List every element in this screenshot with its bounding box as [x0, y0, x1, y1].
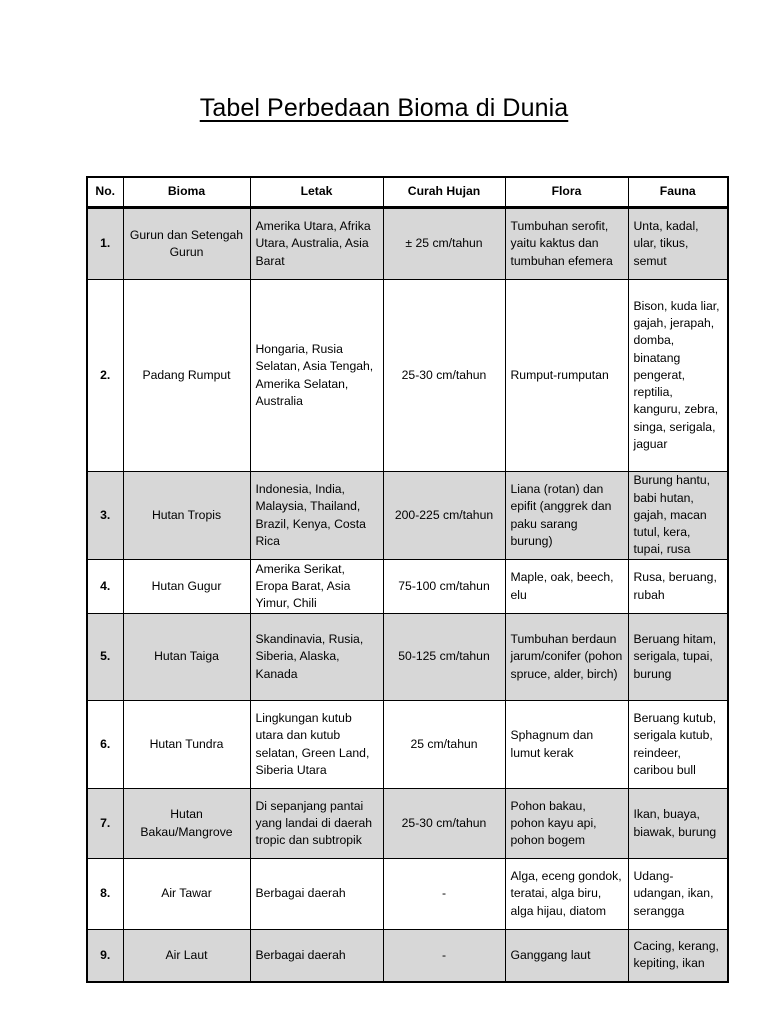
cell-letak: Amerika Utara, Afrika Utara, Australia, Asia Barat — [250, 208, 383, 280]
table-row — [87, 472, 728, 560]
cell-letak: Amerika Serikat, Eropa Barat, Asia Yimur, Chili — [250, 560, 383, 614]
table-row — [87, 614, 728, 701]
cell-flora: Liana (rotan) dan epifit (anggrek dan paku sarang burung) — [505, 472, 628, 560]
table-row — [87, 208, 728, 280]
cell-bioma: Hutan Gugur — [123, 560, 250, 614]
header-fauna: Fauna — [628, 177, 728, 208]
table-row — [87, 701, 728, 789]
cell-fauna: Unta, kadal, ular, tikus, semut — [628, 208, 728, 280]
table-row — [87, 930, 728, 982]
biome-table — [86, 176, 729, 983]
cell-curah-hujan: 75-100 cm/tahun — [383, 560, 505, 614]
cell-fauna: Ikan, buaya, biawak, burung — [628, 789, 728, 859]
cell-fauna: Rusa, beruang, rubah — [628, 560, 728, 614]
header-letak: Letak — [250, 177, 383, 208]
cell-bioma: Hutan Taiga — [123, 614, 250, 701]
cell-fauna: Beruang kutub, serigala kutub, reindeer, caribou bull — [628, 701, 728, 789]
cell-no: 2. — [87, 280, 123, 472]
cell-bioma: Padang Rumput — [123, 280, 250, 472]
cell-no: 4. — [87, 560, 123, 614]
cell-flora: Sphagnum dan lumut kerak — [505, 701, 628, 789]
cell-flora: Rumput-rumputan — [505, 280, 628, 472]
cell-flora: Tumbuhan berdaun jarum/conifer (pohon spruce, alder, birch) — [505, 614, 628, 701]
table-row — [87, 789, 728, 859]
cell-bioma: Hutan Bakau/Mangrove — [123, 789, 250, 859]
cell-letak: Berbagai daerah — [250, 930, 383, 982]
cell-bioma: Hutan Tropis — [123, 472, 250, 560]
header-bioma: Bioma — [123, 177, 250, 208]
header-curah-hujan: Curah Hujan — [383, 177, 505, 208]
cell-curah-hujan: 25-30 cm/tahun — [383, 280, 505, 472]
cell-fauna: Burung hantu, babi hutan, gajah, macan tutul, kera, tupai, rusa — [628, 472, 728, 560]
cell-flora: Tumbuhan serofit, yaitu kaktus dan tumbuhan efemera — [505, 208, 628, 280]
cell-no: 3. — [87, 472, 123, 560]
cell-no: 5. — [87, 614, 123, 701]
cell-bioma: Hutan Tundra — [123, 701, 250, 789]
cell-curah-hujan: 25-30 cm/tahun — [383, 789, 505, 859]
cell-no: 6. — [87, 701, 123, 789]
table-header-row — [87, 177, 728, 208]
cell-fauna: Cacing, kerang, kepiting, ikan — [628, 930, 728, 982]
cell-bioma: Air Laut — [123, 930, 250, 982]
cell-curah-hujan: 200-225 cm/tahun — [383, 472, 505, 560]
cell-letak: Skandinavia, Rusia, Siberia, Alaska, Kanada — [250, 614, 383, 701]
cell-letak: Indonesia, India, Malaysia, Thailand, Brazil, Kenya, Costa Rica — [250, 472, 383, 560]
cell-no: 7. — [87, 789, 123, 859]
cell-fauna: Bison, kuda liar, gajah, jerapah, domba, binatang pengerat, reptilia, kanguru, zebra, singa, serigala, jaguar — [628, 280, 728, 472]
cell-no: 9. — [87, 930, 123, 982]
cell-curah-hujan: - — [383, 859, 505, 930]
cell-fauna: Beruang hitam, serigala, tupai, burung — [628, 614, 728, 701]
cell-curah-hujan: ± 25 cm/tahun — [383, 208, 505, 280]
cell-curah-hujan: 25 cm/tahun — [383, 701, 505, 789]
cell-curah-hujan: - — [383, 930, 505, 982]
cell-curah-hujan: 50-125 cm/tahun — [383, 614, 505, 701]
cell-no: 1. — [87, 208, 123, 280]
table-row — [87, 560, 728, 614]
cell-flora: Alga, eceng gondok, teratai, alga biru, alga hijau, diatom — [505, 859, 628, 930]
cell-flora: Pohon bakau, pohon kayu api, pohon bogem — [505, 789, 628, 859]
cell-letak: Hongaria, Rusia Selatan, Asia Tengah, Amerika Selatan, Australia — [250, 280, 383, 472]
cell-flora: Ganggang laut — [505, 930, 628, 982]
header-no: No. — [87, 177, 123, 208]
cell-fauna: Udang-udangan, ikan, serangga — [628, 859, 728, 930]
cell-bioma: Air Tawar — [123, 859, 250, 930]
table-row — [87, 859, 728, 930]
cell-no: 8. — [87, 859, 123, 930]
table-row — [87, 280, 728, 472]
cell-letak: Berbagai daerah — [250, 859, 383, 930]
cell-bioma: Gurun dan Setengah Gurun — [123, 208, 250, 280]
header-flora: Flora — [505, 177, 628, 208]
page-title: Tabel Perbedaan Bioma di Dunia — [199, 94, 569, 122]
cell-letak: Di sepanjang pantai yang landai di daerah tropic dan subtropik — [250, 789, 383, 859]
cell-letak: Lingkungan kutub utara dan kutub selatan, Green Land, Siberia Utara — [250, 701, 383, 789]
cell-flora: Maple, oak, beech, elu — [505, 560, 628, 614]
